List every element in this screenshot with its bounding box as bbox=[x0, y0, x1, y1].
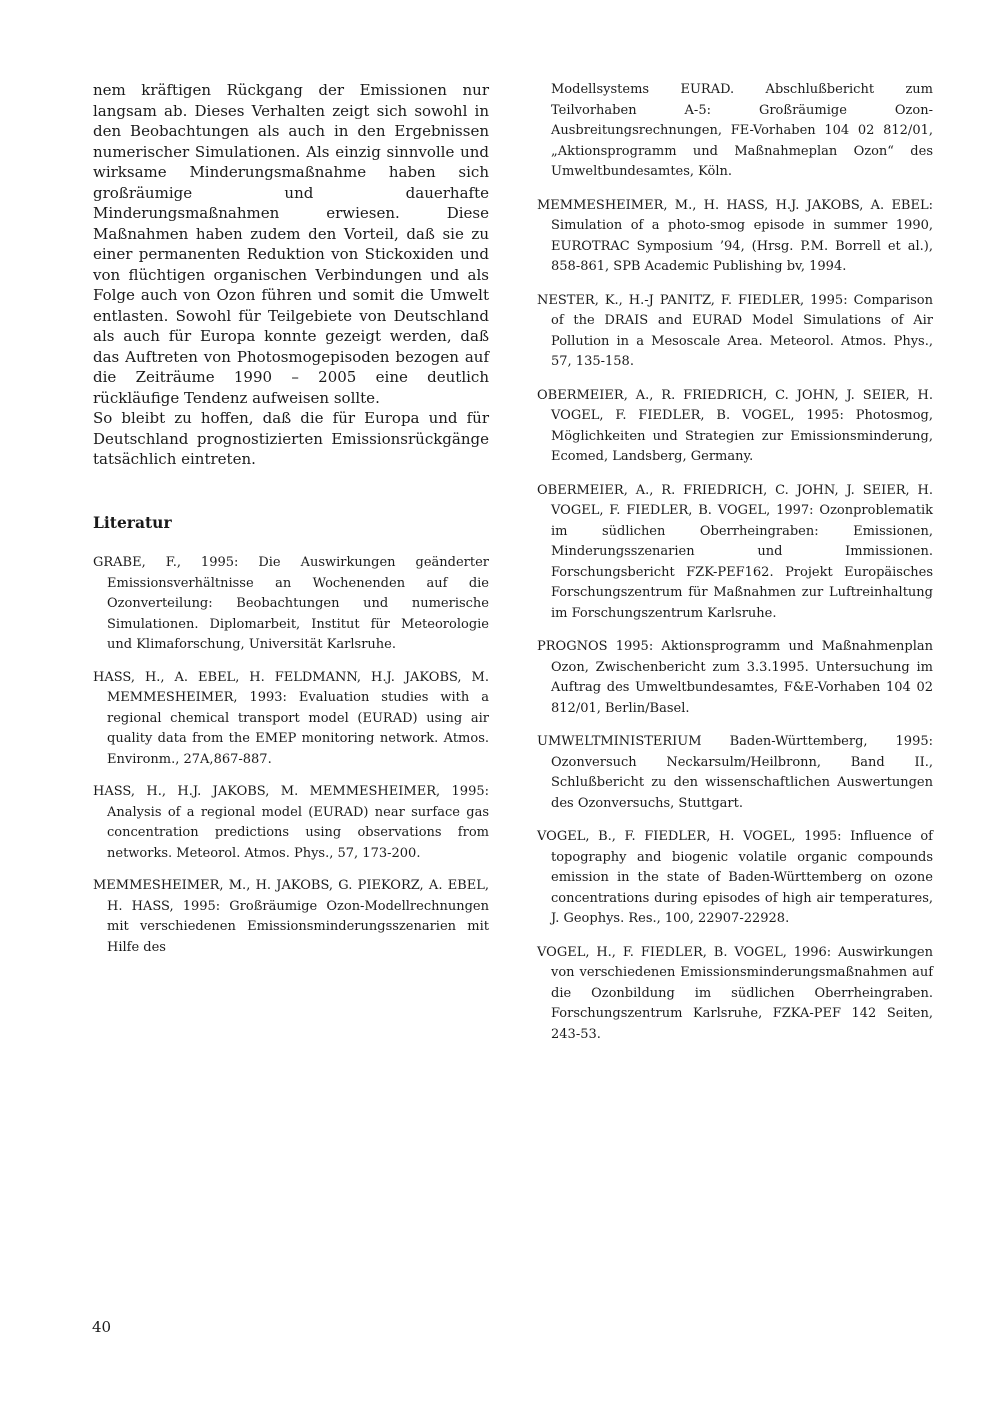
reference-item: VOGEL, B., F. FIEDLER, H. VOGEL, 1995: Influence of topography and biogenic volatile organic compounds emission in the state of Baden-Württemberg on ozone concentrations during episodes of high air temperatures, J. Geophys. Res., 100, 22907-22928. bbox=[537, 829, 933, 926]
reference-item: OBERMEIER, A., R. FRIEDRICH, C. JOHN, J. SEIER, H. VOGEL, F. FIEDLER, B. VOGEL, 1995: Photosmog, Möglichkeiten und Strategien zur Emissionsminderung, Ecomed, Landsberg, Germany. bbox=[537, 387, 933, 464]
reference-item: PROGNOS 1995: Aktionsprogramm und Maßnahmenplan Ozon, Zwischenbericht zum 3.3.1995. Untersuchung im Auftrag des Umweltbundesamtes, F&E-Vorhaben 104 02 812/01, Berlin/Basel. bbox=[537, 639, 933, 716]
reference-item: UMWELTMINISTERIUM Baden-Württemberg, 1995: Ozonversuch Neckarsulm/Heilbronn, Band II., Schlußbericht zu den wissenschaftlichen Auswertungen des Ozonversuchs, Stuttgart. bbox=[537, 734, 933, 811]
literature-heading: Literatur bbox=[93, 513, 172, 532]
reference-item: MEMMESHEIMER, M., H. JAKOBS, G. PIEKORZ, A. EBEL, H. HASS, 1995: Großräumige Ozon-Modellrechnungen mit verschiedenen Emissionsminderungsszenarien mit Hilfe des bbox=[93, 878, 489, 955]
reference-item: GRABE, F., 1995: Die Auswirkungen geänderter Emissionsverhältnisse an Wochenenden auf die Ozonverteilung: Beobachtungen und numerische Simulationen. Diplomarbeit, Institut für Meteorologie und Klimaforschung, Universität Karlsruhe. bbox=[93, 555, 489, 652]
reference-item: NESTER, K., H.-J PANITZ, F. FIEDLER, 1995: Comparison of the DRAIS and EURAD Model Simulations of Air Pollution in a Mesoscale Area. Meteorol. Atmos. Phys., 57, 135-158. bbox=[537, 292, 933, 369]
reference-item: VOGEL, H., F. FIEDLER, B. VOGEL, 1996: Auswirkungen von verschiedenen Emissionsminderungsmaßnahmen auf die Ozonbildung im südlichen Oberrheingraben. Forschungszentrum Karlsruhe, FZKA-PEF 142 Seiten, 243-53. bbox=[537, 944, 933, 1042]
references-right bbox=[537, 80, 933, 1058]
references-left bbox=[93, 553, 489, 970]
reference-item: MEMMESHEIMER, M., H. HASS, H.J. JAKOBS, A. EBEL: Simulation of a photo-smog episode in summer 1990, EUROTRAC Symposium ’94, (Hrsg. P.M. Borrell et al.), 858-861, SPB Academic Publishing bv, 1994. bbox=[537, 197, 933, 274]
reference-item: HASS, H., A. EBEL, H. FELDMANN, H.J. JAKOBS, M. MEMMESHEIMER, 1993: Evaluation studies with a regional chemical transport model (EURAD) using air quality data from the EMEP monitoring network. Atmos. Environm., 27A,867-887. bbox=[93, 669, 489, 767]
left-column bbox=[93, 80, 489, 470]
paragraph-1: nem kräftigen Rückgang der Emissionen nur langsam ab. Dieses Verhalten zeigt sich sowohl in den Beobachtungen als auch in den Ergebnissen numerischer Simulationen. Als einzig sinnvolle und wirksame Minderungsmaßnahme haben sich großräumige und dauerhafte Minderungsmaßnahmen erwiesen. Diese Maßnahmen haben zudem den Vorteil, daß sie zu einer permanenten Reduktion von Stickoxiden und von flüchtigen organischen Verbindungen und als Folge auch von Ozon führen und somit die Umwelt entlasten. Sowohl für Teilgebiete von Deutschland als auch für Europa konnte gezeigt werden, daß das Auftreten von Photosmogepisoden bezogen auf die Zeiträume 1990 – 2005 eine deutlich rückläufige Tendenz aufweisen sollte. bbox=[93, 81, 489, 407]
body-paragraph bbox=[93, 80, 489, 470]
reference-item: HASS, H., H.J. JAKOBS, M. MEMMESHEIMER, 1995: Analysis of a regional model (EURAD) near surface gas concentration predictions using observations from networks. Meteorol. Atmos. Phys., 57, 173-200. bbox=[93, 784, 489, 861]
reference-continuation: Modellsystems EURAD. Abschlußbericht zum Teilvorhaben A-5: Großräumige Ozon-Ausbreitungsrechnungen, FE-Vorhaben 104 02 812/01, „Aktionsprogramm und Maßnahmeplan Ozon“ des Umweltbundesamtes, Köln. bbox=[551, 82, 933, 179]
page-number: 40 bbox=[92, 1318, 112, 1336]
paragraph-2: So bleibt zu hoffen, daß die für Europa und für Deutschland prognostizierten Emissionsrückgänge tatsächlich eintreten. bbox=[93, 409, 489, 468]
reference-item: OBERMEIER, A., R. FRIEDRICH, C. JOHN, J. SEIER, H. VOGEL, F. FIEDLER, B. VOGEL, 1997: Ozonproblematik im südlichen Oberrheingraben: Emissionen, Minderungsszenarien und Immissionen. Forschungsbericht FZK-PEF162. Projekt Europäisches Forschungszentrum für Maßnahmen zur Luftreinhaltung im Forschungszentrum Karlsruhe. bbox=[537, 482, 933, 621]
